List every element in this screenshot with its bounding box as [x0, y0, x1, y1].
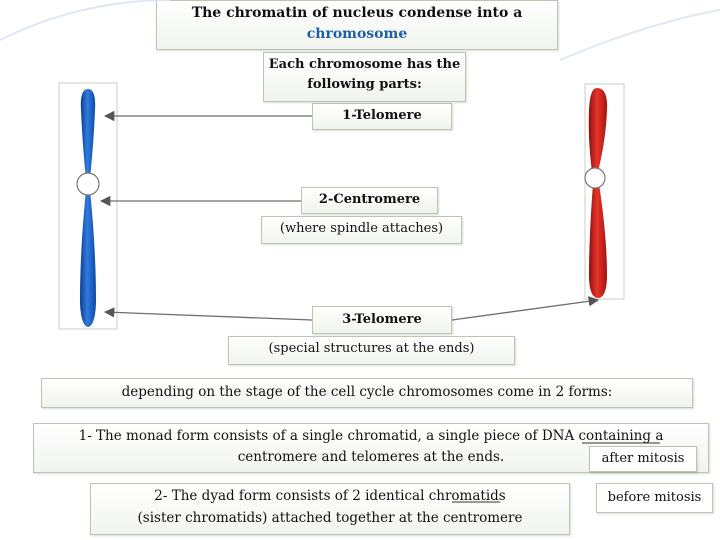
centromere-label: 2-Centromere — [318, 192, 421, 207]
dyad-line1: 2- The dyad form consists of 2 identical chromatids — [154, 488, 506, 504]
blue-centromere — [77, 173, 99, 195]
title-line2: chromosome — [306, 26, 408, 42]
before-mitosis-label: before mitosis — [607, 490, 702, 505]
telomere-note: (special structures at the ends) — [268, 341, 475, 356]
subtitle-line2: following parts: — [307, 77, 422, 92]
dyad-line2: (sister chromatids) attached together at the centromere — [137, 510, 523, 526]
telomere-top-label: 1-Telomere — [342, 108, 422, 123]
telomere-bottom-arrow-left — [105, 312, 312, 320]
red-centromere — [585, 168, 605, 188]
telomere-bottom-arrow-right — [452, 300, 598, 320]
subtitle-line1: Each chromosome has the — [268, 57, 461, 72]
monad-line2: centromere and telomeres at the ends. — [237, 449, 505, 465]
decorative-curve-right — [560, 10, 720, 60]
telomere-bottom-label: 3-Telomere — [342, 312, 422, 327]
forms-intro-text: depending on the stage of the cell cycle chromosomes come in 2 forms: — [121, 384, 613, 400]
monad-line1: 1- The monad form consists of a single chromatid, a single piece of DNA containing a — [78, 428, 664, 444]
centromere-note: (where spindle attaches) — [279, 221, 444, 236]
title-line1: The chromatin of nucleus condense into a — [191, 5, 523, 21]
decorative-curve-left — [0, 0, 170, 40]
after-mitosis-label: after mitosis — [601, 451, 685, 466]
